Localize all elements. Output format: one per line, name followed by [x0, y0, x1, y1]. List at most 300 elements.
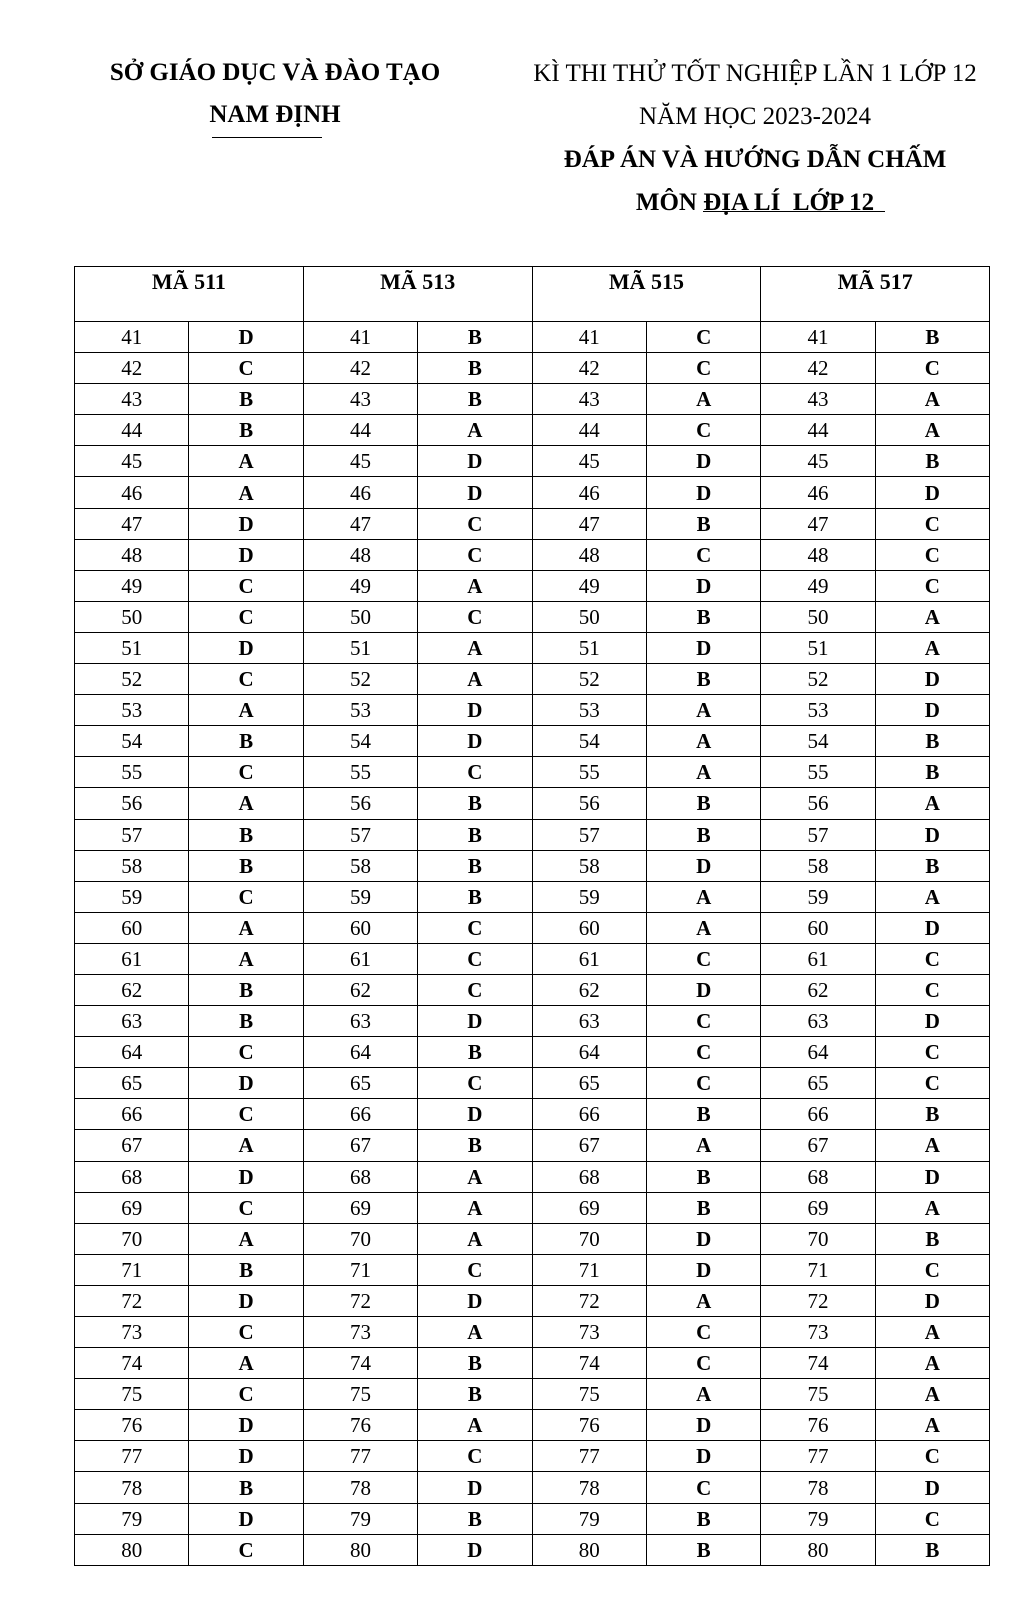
question-number: 60 [761, 912, 875, 943]
question-number: 60 [303, 912, 417, 943]
question-number: 69 [532, 1192, 646, 1223]
question-number: 42 [303, 353, 417, 384]
question-number: 55 [532, 757, 646, 788]
answer-cell-513: D [418, 1006, 532, 1037]
answer-cell-517: A [875, 1130, 989, 1161]
answer-cell-517: D [875, 695, 989, 726]
question-number: 68 [75, 1161, 189, 1192]
table-row [75, 508, 990, 539]
question-number: 49 [761, 570, 875, 601]
answer-cell-515: A [646, 881, 760, 912]
question-number: 80 [532, 1534, 646, 1565]
question-number: 58 [761, 850, 875, 881]
question-number: 58 [532, 850, 646, 881]
answer-cell-511: C [189, 757, 303, 788]
answer-cell-511: D [189, 1161, 303, 1192]
answer-cell-511: A [189, 1130, 303, 1161]
question-number: 71 [75, 1254, 189, 1285]
answer-cell-515: C [646, 1037, 760, 1068]
subject-title: MÔN ĐỊA LÍ LỚP 12 [635, 189, 875, 216]
answer-cell-513: C [418, 601, 532, 632]
question-number: 62 [532, 974, 646, 1005]
question-number: 51 [761, 632, 875, 663]
subject-underline [703, 211, 885, 212]
question-number: 53 [761, 695, 875, 726]
answer-cell-517: C [875, 539, 989, 570]
question-number: 76 [532, 1410, 646, 1441]
answer-cell-515: C [646, 322, 760, 353]
answer-cell-513: A [418, 664, 532, 695]
answer-cell-513: C [418, 974, 532, 1005]
answer-cell-513: A [418, 1192, 532, 1223]
answer-cell-515: D [646, 1223, 760, 1254]
question-number: 70 [761, 1223, 875, 1254]
question-number: 77 [532, 1441, 646, 1472]
answer-cell-513: B [418, 819, 532, 850]
question-number: 69 [303, 1192, 417, 1223]
answer-cell-513: C [418, 508, 532, 539]
question-number: 70 [532, 1223, 646, 1254]
answer-cell-515: A [646, 912, 760, 943]
document-title: ĐÁP ÁN VÀ HƯỚNG DẪN CHẤM [563, 146, 947, 173]
question-number: 46 [532, 477, 646, 508]
table-row [75, 881, 990, 912]
table-row [75, 322, 990, 353]
answer-cell-513: D [418, 446, 532, 477]
table-row [75, 570, 990, 601]
question-number: 62 [75, 974, 189, 1005]
question-number: 61 [532, 943, 646, 974]
answer-cell-517: A [875, 1410, 989, 1441]
question-number: 61 [761, 943, 875, 974]
question-number: 76 [75, 1410, 189, 1441]
answer-cell-513: A [418, 1161, 532, 1192]
answer-cell-517: D [875, 1161, 989, 1192]
answer-cell-515: C [646, 415, 760, 446]
question-number: 53 [532, 695, 646, 726]
question-number: 52 [303, 664, 417, 695]
answer-cell-515: B [646, 1099, 760, 1130]
question-number: 66 [761, 1099, 875, 1130]
question-number: 75 [532, 1379, 646, 1410]
question-number: 64 [303, 1037, 417, 1068]
question-number: 58 [303, 850, 417, 881]
answer-cell-511: B [189, 974, 303, 1005]
answer-cell-513: C [418, 1441, 532, 1472]
table-row [75, 1068, 990, 1099]
question-number: 51 [75, 632, 189, 663]
answer-cell-517: C [875, 974, 989, 1005]
school-year: NĂM HỌC 2023-2024 [639, 103, 871, 130]
question-number: 41 [75, 322, 189, 353]
answer-cell-515: B [646, 1192, 760, 1223]
answer-cell-517: B [875, 1099, 989, 1130]
question-number: 77 [75, 1441, 189, 1472]
table-row [75, 1534, 990, 1565]
question-number: 72 [532, 1285, 646, 1316]
answer-cell-511: C [189, 1099, 303, 1130]
answer-cell-517: D [875, 1472, 989, 1503]
question-number: 78 [303, 1472, 417, 1503]
question-number: 49 [532, 570, 646, 601]
table-row [75, 1192, 990, 1223]
answer-cell-517: A [875, 881, 989, 912]
question-number: 67 [532, 1130, 646, 1161]
question-number: 78 [75, 1472, 189, 1503]
answer-cell-513: A [418, 632, 532, 663]
question-number: 73 [761, 1317, 875, 1348]
question-number: 59 [75, 881, 189, 912]
question-number: 69 [761, 1192, 875, 1223]
question-number: 56 [761, 788, 875, 819]
answer-cell-511: A [189, 477, 303, 508]
question-number: 50 [532, 601, 646, 632]
answer-cell-511: C [189, 601, 303, 632]
question-number: 45 [75, 446, 189, 477]
question-number: 69 [75, 1192, 189, 1223]
province-name: NAM ĐỊNH [209, 101, 341, 128]
answer-cell-513: B [418, 850, 532, 881]
question-number: 53 [303, 695, 417, 726]
question-number: 54 [303, 726, 417, 757]
answer-cell-515: B [646, 788, 760, 819]
answer-cell-511: D [189, 1285, 303, 1316]
answer-cell-517: D [875, 477, 989, 508]
answer-cell-511: C [189, 881, 303, 912]
answer-cell-511: B [189, 1006, 303, 1037]
question-number: 63 [75, 1006, 189, 1037]
answer-cell-513: C [418, 1254, 532, 1285]
answer-cell-517: C [875, 1254, 989, 1285]
answer-cell-515: A [646, 695, 760, 726]
code-header-517: MÃ 517 [761, 267, 990, 322]
question-number: 64 [75, 1037, 189, 1068]
answer-cell-517: C [875, 1068, 989, 1099]
answer-cell-517: D [875, 1006, 989, 1037]
question-number: 59 [761, 881, 875, 912]
answer-cell-511: C [189, 664, 303, 695]
answer-rows [75, 322, 990, 1566]
issuer-block [100, 52, 450, 136]
table-row [75, 1472, 990, 1503]
answer-cell-515: C [646, 943, 760, 974]
answer-cell-517: C [875, 1503, 989, 1534]
answer-cell-511: B [189, 726, 303, 757]
question-number: 72 [761, 1285, 875, 1316]
answer-cell-513: D [418, 1099, 532, 1130]
question-number: 54 [75, 726, 189, 757]
question-number: 47 [303, 508, 417, 539]
answer-cell-513: B [418, 1503, 532, 1534]
question-number: 67 [75, 1130, 189, 1161]
answer-cell-515: D [646, 1254, 760, 1285]
question-number: 44 [303, 415, 417, 446]
table-row [75, 974, 990, 1005]
question-number: 50 [303, 601, 417, 632]
question-number: 59 [532, 881, 646, 912]
question-number: 42 [75, 353, 189, 384]
question-number: 63 [761, 1006, 875, 1037]
exam-info-block [505, 52, 1005, 224]
table-row [75, 1379, 990, 1410]
table-row [75, 912, 990, 943]
table-row [75, 1285, 990, 1316]
question-number: 43 [532, 384, 646, 415]
answer-cell-511: B [189, 384, 303, 415]
question-number: 47 [75, 508, 189, 539]
code-header-515: MÃ 515 [532, 267, 761, 322]
question-number: 71 [761, 1254, 875, 1285]
question-number: 73 [303, 1317, 417, 1348]
question-number: 58 [75, 850, 189, 881]
answer-cell-513: A [418, 570, 532, 601]
question-number: 46 [303, 477, 417, 508]
question-number: 65 [532, 1068, 646, 1099]
table-row [75, 1099, 990, 1130]
answer-cell-513: B [418, 881, 532, 912]
answer-cell-515: B [646, 1161, 760, 1192]
answer-cell-513: D [418, 726, 532, 757]
code-header-row [75, 267, 990, 322]
answer-cell-511: B [189, 1254, 303, 1285]
answer-cell-511: A [189, 695, 303, 726]
answer-cell-511: C [189, 570, 303, 601]
answer-cell-515: D [646, 477, 760, 508]
answer-cell-513: D [418, 1534, 532, 1565]
table-row [75, 353, 990, 384]
answer-cell-513: D [418, 695, 532, 726]
answer-cell-517: A [875, 1348, 989, 1379]
answer-cell-517: C [875, 943, 989, 974]
answer-cell-513: B [418, 1037, 532, 1068]
answer-cell-517: B [875, 850, 989, 881]
answer-cell-515: C [646, 1006, 760, 1037]
answer-cell-513: B [418, 1348, 532, 1379]
answer-cell-515: C [646, 1472, 760, 1503]
answer-cell-517: B [875, 1534, 989, 1565]
answer-cell-517: A [875, 632, 989, 663]
table-row [75, 1503, 990, 1534]
question-number: 57 [532, 819, 646, 850]
question-number: 72 [303, 1285, 417, 1316]
answer-cell-515: D [646, 974, 760, 1005]
answer-cell-513: B [418, 384, 532, 415]
code-header-511: MÃ 511 [75, 267, 304, 322]
answer-cell-515: A [646, 1379, 760, 1410]
table-row [75, 726, 990, 757]
answer-cell-517: B [875, 446, 989, 477]
table-row [75, 788, 990, 819]
question-number: 80 [75, 1534, 189, 1565]
answer-cell-511: B [189, 819, 303, 850]
question-number: 65 [303, 1068, 417, 1099]
answer-cell-511: C [189, 1534, 303, 1565]
question-number: 55 [75, 757, 189, 788]
question-number: 47 [761, 508, 875, 539]
question-number: 46 [761, 477, 875, 508]
question-number: 71 [303, 1254, 417, 1285]
question-number: 53 [75, 695, 189, 726]
answer-cell-517: C [875, 353, 989, 384]
question-number: 66 [75, 1099, 189, 1130]
answer-cell-515: D [646, 1410, 760, 1441]
answer-cell-517: A [875, 1317, 989, 1348]
question-number: 63 [532, 1006, 646, 1037]
question-number: 56 [303, 788, 417, 819]
question-number: 49 [303, 570, 417, 601]
question-number: 61 [75, 943, 189, 974]
question-number: 55 [761, 757, 875, 788]
answer-cell-515: D [646, 446, 760, 477]
table-row [75, 850, 990, 881]
question-number: 74 [303, 1348, 417, 1379]
department-name: SỞ GIÁO DỤC VÀ ĐÀO TẠO [109, 59, 441, 86]
table-row [75, 539, 990, 570]
question-number: 79 [75, 1503, 189, 1534]
answer-cell-513: B [418, 1379, 532, 1410]
question-number: 45 [303, 446, 417, 477]
answer-cell-517: B [875, 1223, 989, 1254]
question-number: 45 [761, 446, 875, 477]
question-number: 51 [532, 632, 646, 663]
answer-cell-517: B [875, 322, 989, 353]
table-row [75, 1223, 990, 1254]
answer-cell-517: D [875, 912, 989, 943]
answer-cell-517: C [875, 570, 989, 601]
question-number: 75 [303, 1379, 417, 1410]
table-row [75, 757, 990, 788]
answer-cell-517: C [875, 1037, 989, 1068]
issuer-underline [212, 137, 322, 138]
answer-cell-511: C [189, 353, 303, 384]
answer-cell-515: D [646, 1441, 760, 1472]
answer-cell-511: C [189, 1379, 303, 1410]
question-number: 43 [75, 384, 189, 415]
exam-title: KÌ THI THỬ TỐT NGHIỆP LẦN 1 LỚP 12 [533, 60, 977, 87]
answer-cell-511: D [189, 322, 303, 353]
answer-cell-517: A [875, 1192, 989, 1223]
answer-cell-515: B [646, 508, 760, 539]
answer-cell-511: C [189, 1037, 303, 1068]
answer-cell-513: C [418, 912, 532, 943]
table-row [75, 1006, 990, 1037]
question-number: 52 [75, 664, 189, 695]
question-number: 77 [303, 1441, 417, 1472]
question-number: 67 [303, 1130, 417, 1161]
question-number: 52 [761, 664, 875, 695]
question-number: 68 [532, 1161, 646, 1192]
question-number: 60 [75, 912, 189, 943]
question-number: 70 [75, 1223, 189, 1254]
question-number: 48 [75, 539, 189, 570]
question-number: 41 [532, 322, 646, 353]
answer-cell-515: C [646, 353, 760, 384]
answer-cell-511: D [189, 1410, 303, 1441]
question-number: 66 [532, 1099, 646, 1130]
code-header-513: MÃ 513 [303, 267, 532, 322]
answer-cell-513: A [418, 1223, 532, 1254]
answer-cell-515: D [646, 632, 760, 663]
answer-cell-511: B [189, 850, 303, 881]
question-number: 79 [532, 1503, 646, 1534]
question-number: 47 [532, 508, 646, 539]
table-row [75, 1317, 990, 1348]
answer-cell-515: D [646, 850, 760, 881]
table-row [75, 943, 990, 974]
table-row [75, 664, 990, 695]
question-number: 42 [532, 353, 646, 384]
question-number: 74 [75, 1348, 189, 1379]
question-number: 76 [761, 1410, 875, 1441]
question-number: 73 [75, 1317, 189, 1348]
answer-cell-511: D [189, 1441, 303, 1472]
question-number: 67 [761, 1130, 875, 1161]
answer-cell-511: B [189, 1472, 303, 1503]
question-number: 57 [303, 819, 417, 850]
question-number: 79 [303, 1503, 417, 1534]
answer-cell-515: B [646, 664, 760, 695]
answer-cell-515: C [646, 539, 760, 570]
table-row [75, 1410, 990, 1441]
answer-cell-513: D [418, 1472, 532, 1503]
table-row [75, 695, 990, 726]
question-number: 68 [303, 1161, 417, 1192]
question-number: 46 [75, 477, 189, 508]
answer-cell-515: A [646, 757, 760, 788]
question-number: 52 [532, 664, 646, 695]
question-number: 64 [532, 1037, 646, 1068]
answer-cell-517: D [875, 819, 989, 850]
answer-cell-511: A [189, 1223, 303, 1254]
answer-cell-515: B [646, 1503, 760, 1534]
answer-cell-513: D [418, 477, 532, 508]
answer-cell-511: D [189, 508, 303, 539]
table-row [75, 446, 990, 477]
question-number: 44 [75, 415, 189, 446]
answer-cell-515: A [646, 1285, 760, 1316]
question-number: 70 [303, 1223, 417, 1254]
table-row [75, 1037, 990, 1068]
question-number: 48 [303, 539, 417, 570]
answer-cell-513: D [418, 1285, 532, 1316]
answer-cell-511: D [189, 539, 303, 570]
question-number: 62 [761, 974, 875, 1005]
question-number: 79 [761, 1503, 875, 1534]
answer-cell-511: D [189, 1068, 303, 1099]
table-row [75, 1254, 990, 1285]
question-number: 77 [761, 1441, 875, 1472]
answer-cell-513: C [418, 757, 532, 788]
question-number: 65 [761, 1068, 875, 1099]
answer-cell-513: B [418, 788, 532, 819]
answer-cell-515: C [646, 1348, 760, 1379]
answer-cell-517: A [875, 384, 989, 415]
answer-cell-517: A [875, 1379, 989, 1410]
question-number: 42 [761, 353, 875, 384]
question-number: 80 [761, 1534, 875, 1565]
question-number: 44 [532, 415, 646, 446]
question-number: 59 [303, 881, 417, 912]
answer-cell-511: C [189, 1192, 303, 1223]
answer-cell-517: B [875, 726, 989, 757]
question-number: 41 [761, 322, 875, 353]
question-number: 48 [532, 539, 646, 570]
question-number: 68 [761, 1161, 875, 1192]
answer-cell-517: D [875, 1285, 989, 1316]
question-number: 56 [75, 788, 189, 819]
answer-cell-513: A [418, 415, 532, 446]
question-number: 57 [761, 819, 875, 850]
